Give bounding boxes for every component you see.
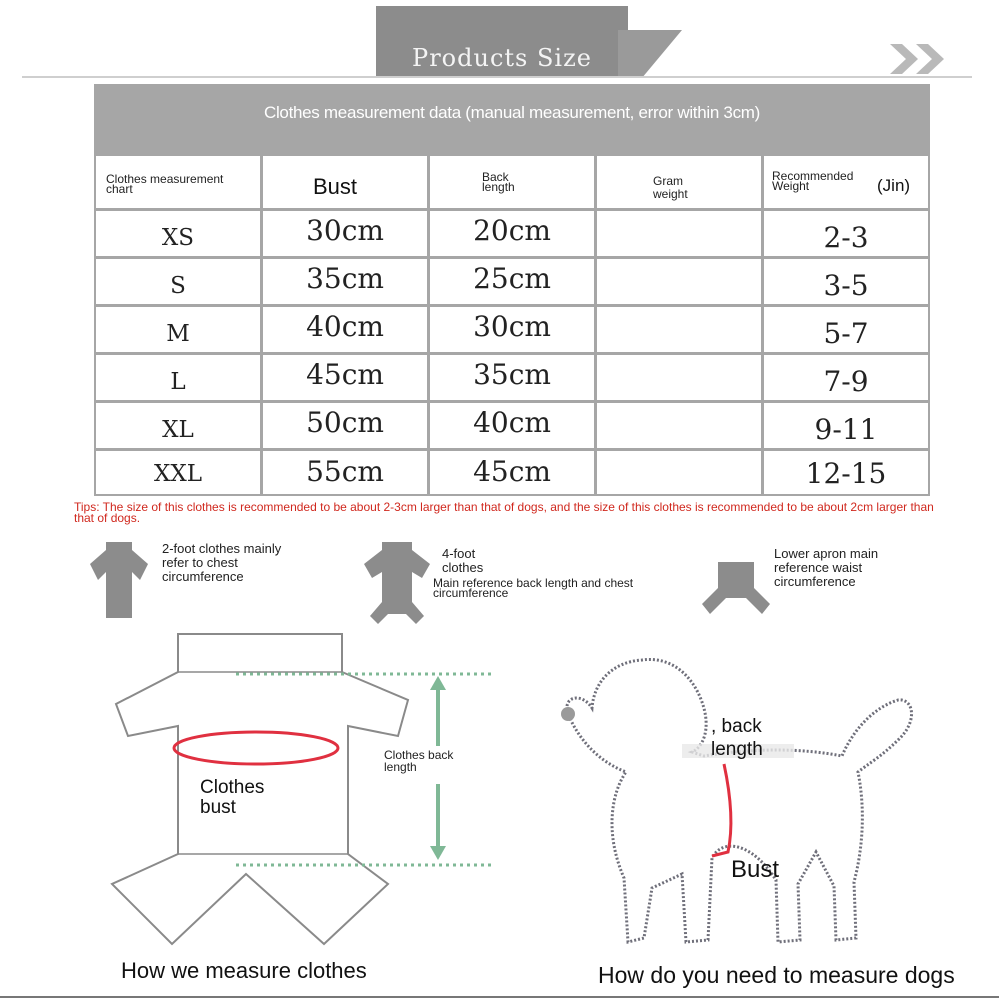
lower-apron-icon <box>700 560 772 616</box>
apron-line2: reference waist <box>774 560 863 575</box>
page-title: Products Size <box>412 44 592 72</box>
bust-cell: 50cm <box>306 406 384 439</box>
header-back-line2: length <box>482 180 515 194</box>
header-rec-unit: (Jin) <box>877 176 911 195</box>
header-rec-line1: Recommended <box>772 169 854 183</box>
table-row <box>94 403 930 448</box>
table-row <box>94 259 930 304</box>
clothes-caption: How we measure clothes <box>121 958 367 983</box>
size-table <box>94 84 930 496</box>
four-foot-clothes-icon <box>360 540 434 626</box>
header-gram-line2: weight <box>653 187 688 201</box>
weight-cell: 7-9 <box>823 365 869 398</box>
dog-bust-label: Bust <box>731 856 780 883</box>
back-length-cell: 35cm <box>473 358 551 391</box>
size-cell: XL <box>162 417 194 443</box>
four-foot-line3: Main reference back length and chest <box>433 576 634 590</box>
dog-outline-diagram <box>552 652 922 952</box>
header-chart-line1: Clothes measurement <box>106 172 224 186</box>
four-foot-line1: 4-foot <box>442 546 476 561</box>
footer-divider <box>0 996 999 998</box>
apron-line3: circumference <box>774 574 856 589</box>
clothes-back-line1: Clothes back <box>384 748 454 762</box>
size-cell: S <box>170 273 186 299</box>
size-cell: M <box>166 321 190 347</box>
header-cell-gram <box>597 156 761 208</box>
two-foot-line3: circumference <box>162 569 244 584</box>
clothes-bust-line2: bust <box>200 797 236 818</box>
clothes-bust-line1: Clothes <box>200 777 265 798</box>
table-row <box>94 355 930 400</box>
four-foot-line2: clothes <box>442 560 484 575</box>
two-foot-line2: refer to chest <box>162 555 238 570</box>
weight-cell: 12-15 <box>805 457 887 490</box>
apron-line1: Lower apron main <box>774 546 879 561</box>
dog-back-line2: length <box>711 739 763 760</box>
table-title: Clothes measurement data (manual measurement, error within 3cm) <box>263 103 761 122</box>
header-cell-recommended <box>764 156 928 208</box>
bust-cell: 30cm <box>306 214 384 247</box>
header-rec-line2: Weight <box>772 179 810 193</box>
clothes-diagram <box>110 628 500 948</box>
double-chevron-right-icon <box>888 40 950 78</box>
table-row <box>94 307 930 352</box>
back-length-cell: 40cm <box>473 406 551 439</box>
size-cell: L <box>170 369 186 395</box>
weight-cell: 5-7 <box>823 317 869 350</box>
weight-cell: 3-5 <box>823 269 869 302</box>
tips-text: Tips: The size of this clothes is recommended to be about 2-3cm larger than that of dogs, and the size of this clothes is recommended to be about 2cm larger than that of dogs. <box>74 500 934 525</box>
header-cell-chart <box>96 156 260 208</box>
dog-back-line1: , back <box>711 716 762 737</box>
header-divider <box>22 76 972 78</box>
four-foot-line4: circumference <box>433 586 509 600</box>
two-foot-line1: 2-foot clothes mainly <box>162 541 282 556</box>
weight-cell: 9-11 <box>814 413 878 446</box>
header-back-line1: Back <box>482 170 509 184</box>
weight-cell: 2-3 <box>823 221 869 254</box>
dog-caption: How do you need to measure dogs <box>598 962 955 988</box>
clothes-back-line2: length <box>384 760 417 774</box>
two-foot-clothes-icon <box>88 540 150 620</box>
back-length-cell: 30cm <box>473 310 551 343</box>
bust-cell: 40cm <box>306 310 384 343</box>
back-length-cell: 25cm <box>473 262 551 295</box>
back-length-cell: 45cm <box>473 455 551 488</box>
table-row <box>94 451 930 494</box>
bust-cell: 55cm <box>306 455 384 488</box>
header-bust: Bust <box>313 174 358 199</box>
size-cell: XS <box>161 225 195 251</box>
size-cell: XXL <box>153 461 203 487</box>
table-row <box>94 211 930 256</box>
header-chart-line2: chart <box>106 182 133 196</box>
bust-cell: 35cm <box>306 262 384 295</box>
header-gram-line1: Gram <box>653 174 683 188</box>
header-cell-back <box>430 156 594 208</box>
bust-cell: 45cm <box>306 358 384 391</box>
back-length-cell: 20cm <box>473 214 551 247</box>
header-cell-bust <box>263 156 427 208</box>
